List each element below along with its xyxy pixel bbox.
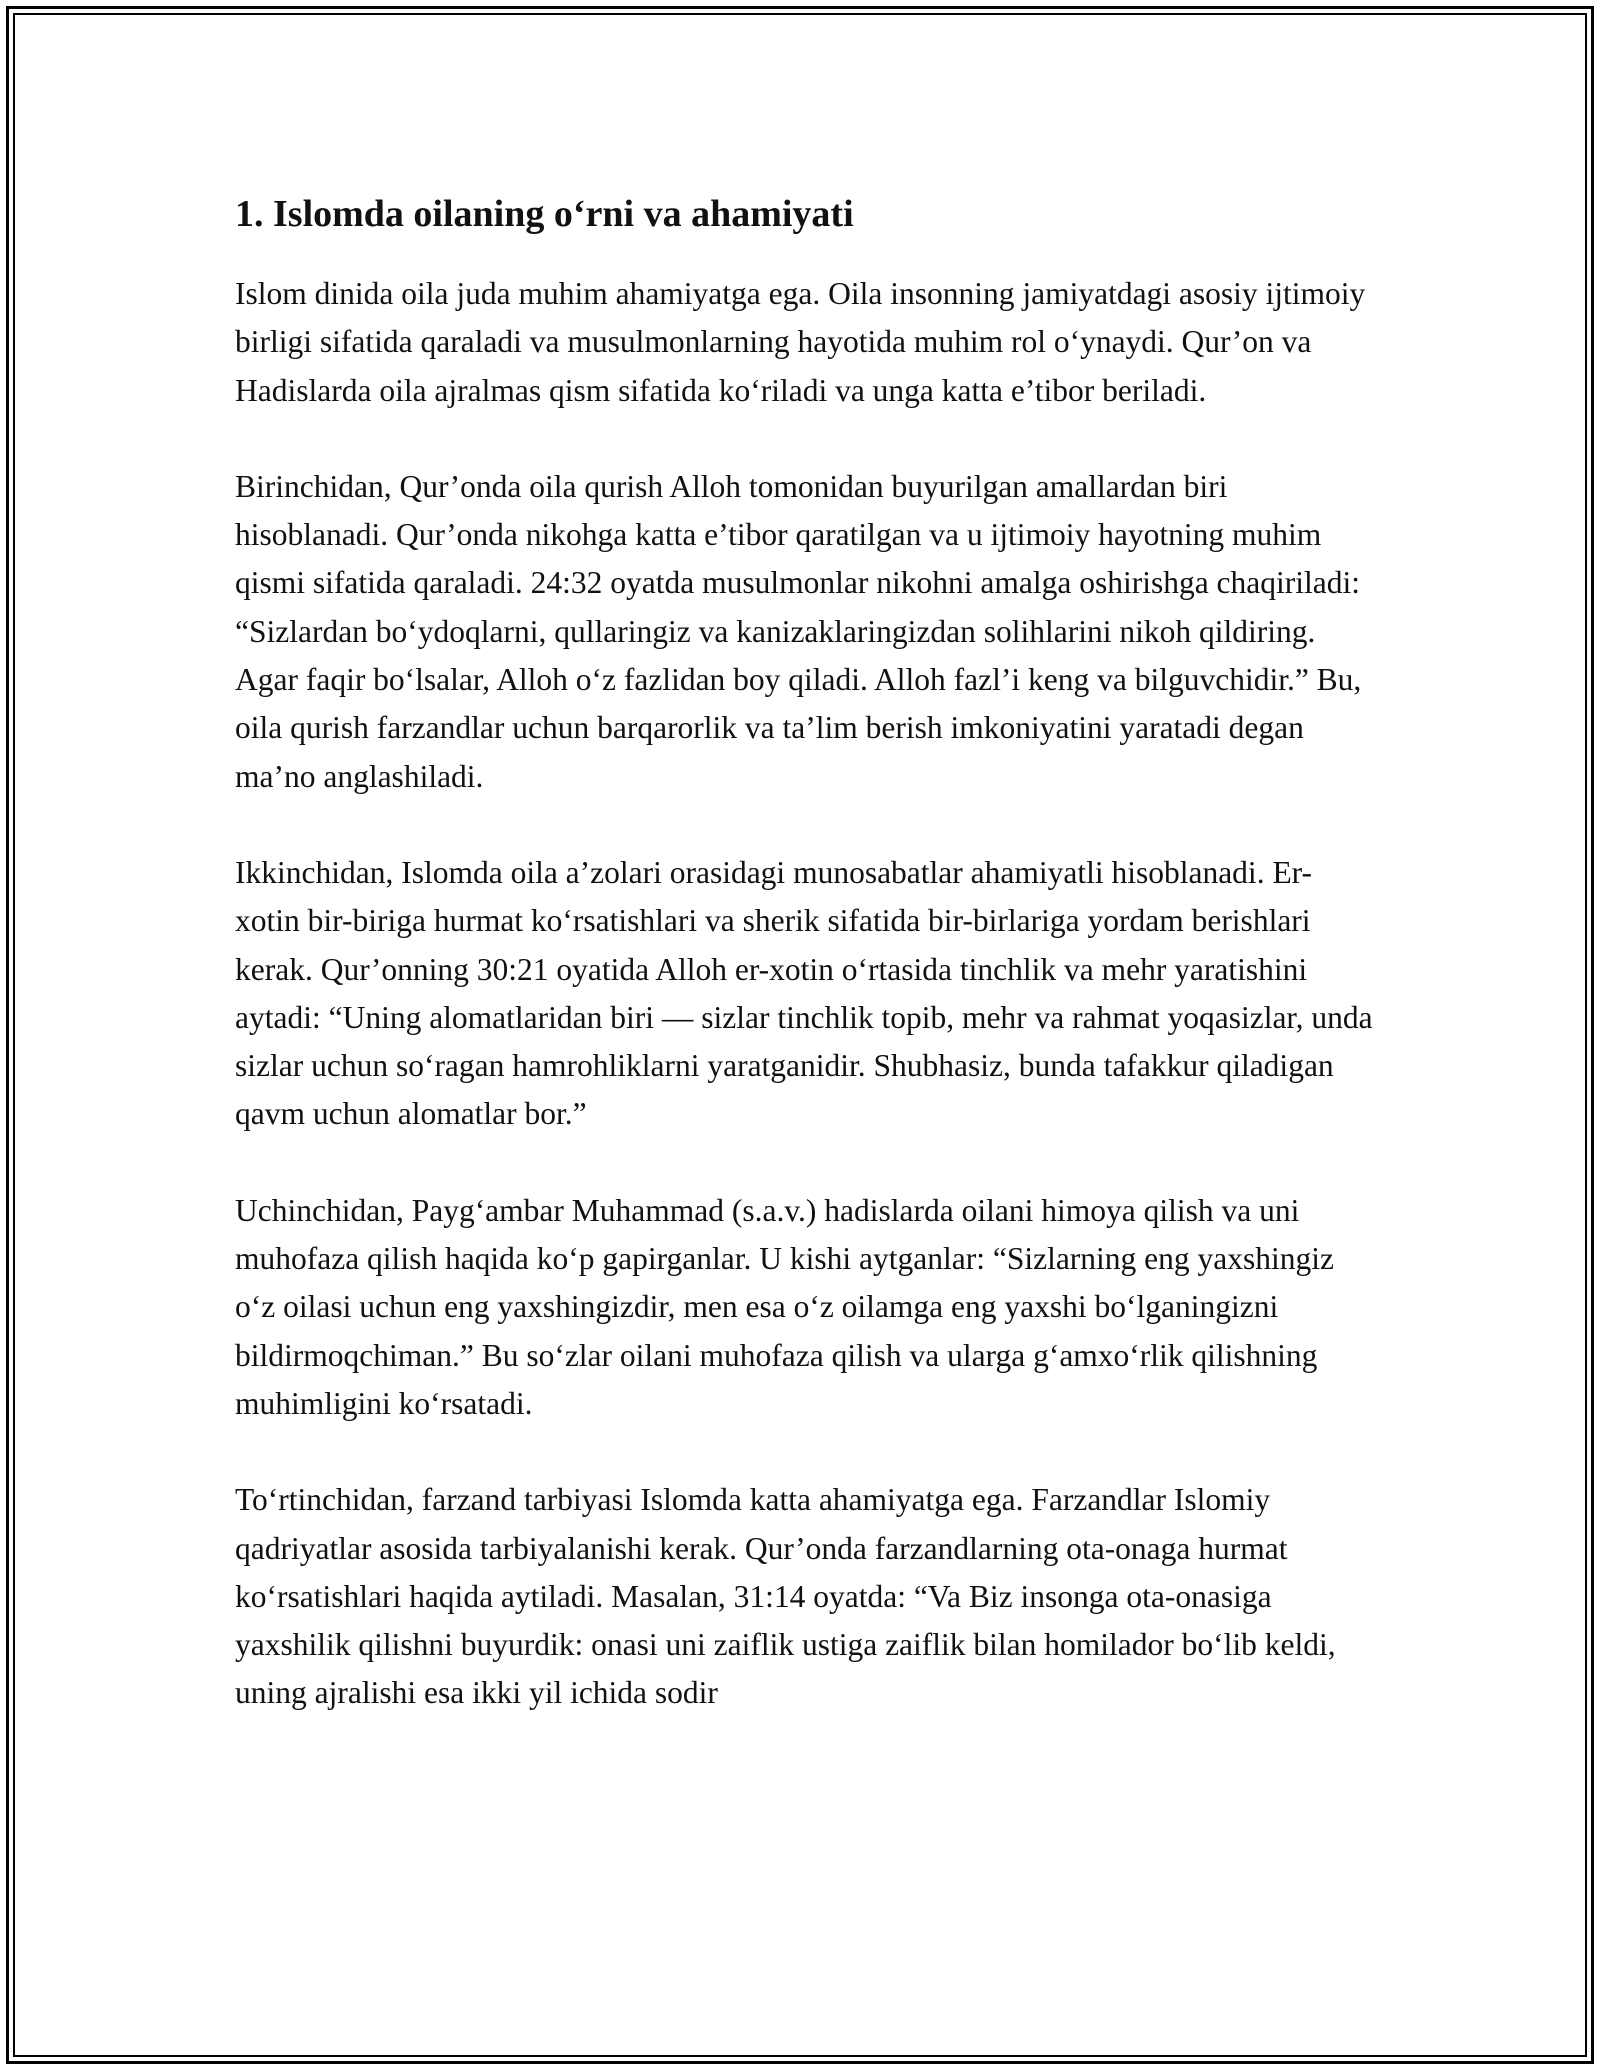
paragraph-fourth-point: To‘rtinchidan, farzand tarbiyasi Islomda katta ahamiyatga ega. Farzandlar Islomiy qadriyatlar asosida tarbiyalanishi kerak. Qur’onda farzandlarning ota-onaga hurmat ko‘rsatishlari haqida aytiladi. Masalan, 31:14 oyatda: “Va Biz insonga ota-onasiga yaxshilik qilishni buyurdik: onasi uni zaiflik ustiga zaiflik bilan homilador bo‘lib keldi, uning ajralishi esa ikki yil ichida sodir <box>235 1482 1336 1711</box>
document-body <box>235 188 1375 1766</box>
section-heading: 1. Islomda oilaning o‘rni va ahamiyati <box>235 193 854 235</box>
paragraph-third-point: Uchinchidan, Payg‘ambar Muhammad (s.a.v.) hadislarda oilani himoya qilish va uni muhofaza qilish haqida ko‘p gapirganlar. U kishi aytganlar: “Sizlarning eng yaxshingiz o‘z oilasi uchun eng yaxshingizdir, men esa o‘z oilamga eng yaxshi bo‘lganingizni bildirmoqchiman.” Bu so‘zlar oilani muhofaza qilish va ularga g‘amxo‘rlik qilishning muhimligini ko‘rsatadi. <box>235 1192 1335 1421</box>
paragraph-intro: Islom dinida oila juda muhim ahamiyatga ega. Oila insonning jamiyatdagi asosiy ijtimoiy birligi sifatida qaraladi va musulmonlarning hayotida muhim rol o‘ynaydi. Qur’on va Hadislarda oila ajralmas qism sifatida ko‘riladi va unga katta e’tibor beriladi. <box>235 276 1366 408</box>
paragraph-first-point: Birinchidan, Qur’onda oila qurish Alloh tomonidan buyurilgan amallardan biri hisoblanadi. Qur’onda nikohga katta e’tibor qaratilgan va u ijtimoiy hayotning muhim qismi sifatida qaraladi. 24:32 oyatda musulmonlar nikohni amalga oshirishga chaqiriladi: “Sizlardan bo‘ydoqlarni, qullaringiz va kanizaklaringizdan solihlarini nikoh qildiring. Agar faqir bo‘lsalar, Alloh o‘z fazlidan boy qiladi. Alloh fazl’i keng va bilguvchidir.” Bu, oila qurish farzandlar uchun barqarorlik va ta’lim berish imkoniyatini yaratadi degan ma’no anglashiladi. <box>235 468 1362 794</box>
paragraph-second-point: Ikkinchidan, Islomda oila a’zolari orasidagi munosabatlar ahamiyatli hisoblanadi. Er-xotin bir-biriga hurmat ko‘rsatishlari va sherik sifatida bir-birlariga yordam berishlari kerak. Qur’onning 30:21 oyatida Alloh er-xotin o‘rtasida tinchlik va mehr yaratishini aytadi: “Uning alomatlaridan biri — sizlar tinchlik topib, mehr va rahmat yoqasizlar, unda sizlar uchun so‘ragan hamrohliklarni yaratganidir. Shubhasiz, bunda tafakkur qiladigan qavm uchun alomatlar bor.” <box>235 854 1373 1132</box>
